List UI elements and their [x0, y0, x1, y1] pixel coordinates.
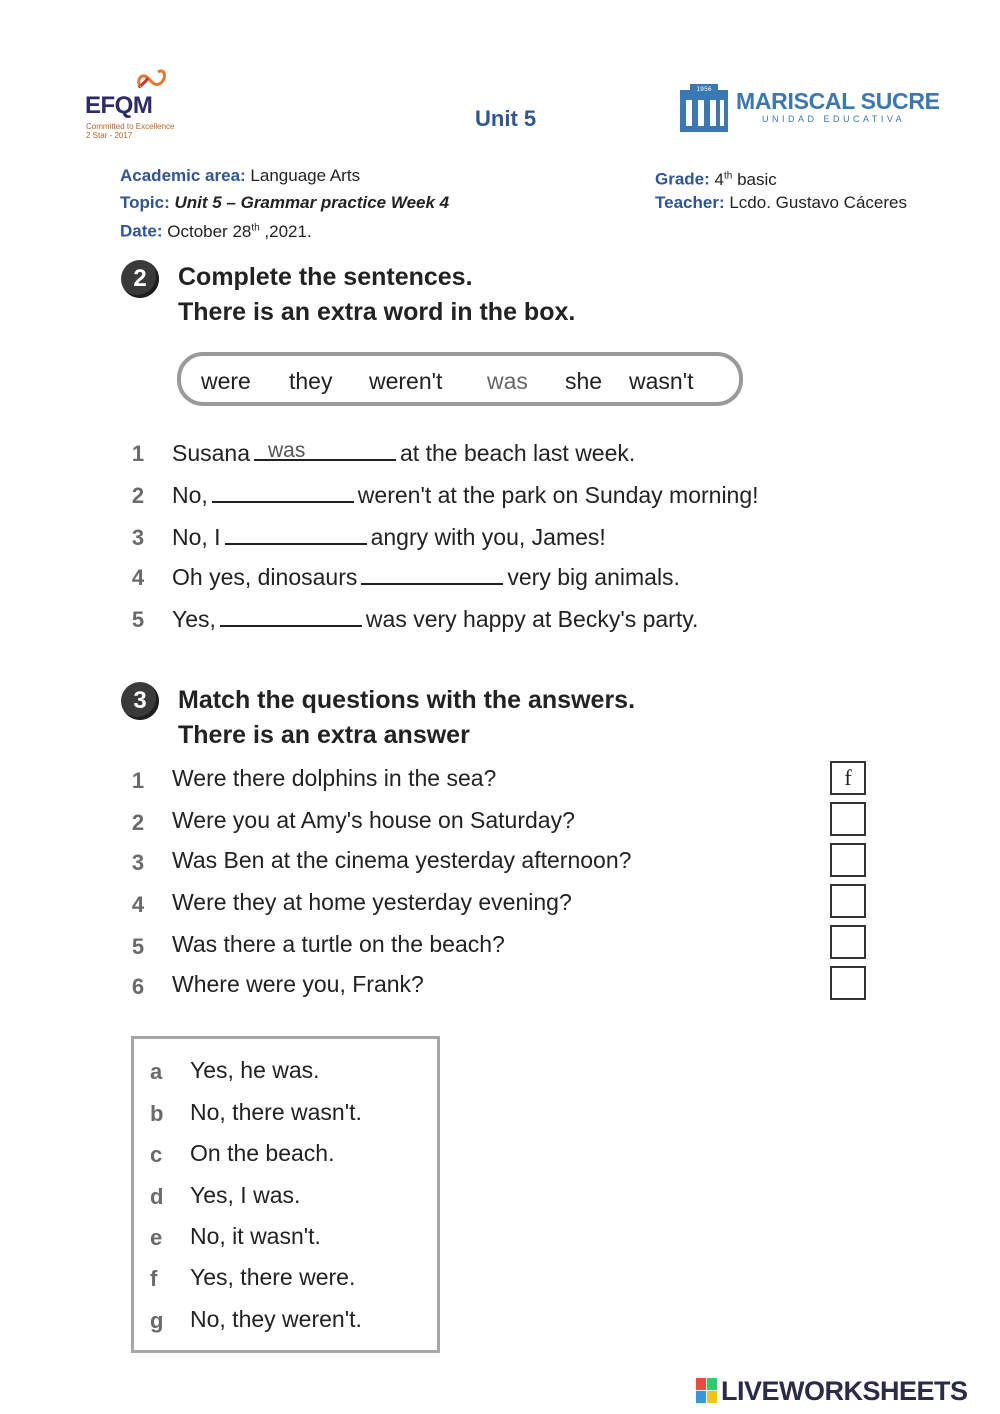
word-option: was	[487, 368, 528, 394]
topic-row	[120, 193, 449, 213]
sentence-text-before: Oh yes, dinosaurs	[172, 564, 358, 590]
question-number: 6	[131, 974, 145, 999]
sentence-1	[172, 437, 635, 467]
page-title: Unit 5	[475, 106, 537, 131]
blank-input[interactable]	[212, 479, 354, 503]
grade-row	[655, 166, 777, 190]
efqm-logo	[82, 66, 192, 146]
option-letter: b	[150, 1101, 164, 1126]
efqm-tagline-1: Committed to Excellence	[86, 122, 175, 131]
word-option: they	[289, 368, 333, 394]
question-number: 5	[131, 934, 145, 959]
grade-number: 4	[714, 169, 724, 189]
liveworksheets-badge-icon	[696, 1378, 718, 1404]
efqm-tagline-2: 2 Star - 2017	[86, 131, 133, 140]
school-building-icon	[676, 80, 732, 134]
exercise-2-number: 2	[121, 260, 159, 298]
date-label: Date:	[120, 221, 163, 241]
option-text: Yes, he was.	[190, 1057, 320, 1083]
efqm-name: EFQM	[85, 92, 153, 119]
blank-answer: was	[268, 439, 306, 462]
question-number: 4	[131, 892, 145, 917]
sentence-text-before: Yes,	[172, 606, 216, 632]
answers-box	[131, 1036, 440, 1353]
blank-input[interactable]	[361, 561, 503, 585]
school-name: MARISCAL SUCRE	[736, 88, 940, 114]
liveworksheets-text: LIVEWORKSHEETS	[721, 1376, 968, 1406]
teacher-row	[655, 193, 907, 213]
date-value	[167, 222, 311, 241]
sentence-text-after: angry with you, James!	[370, 524, 606, 550]
answer-box[interactable]	[830, 966, 866, 1000]
date-year: ,2021.	[259, 221, 312, 241]
question-text: Were they at home yesterday evening?	[172, 889, 572, 915]
sentence-text-after: weren't at the park on Sunday morning!	[357, 482, 759, 508]
date-suffix-sup: th	[251, 222, 260, 233]
option-letter: a	[150, 1059, 163, 1084]
option-text: No, there wasn't.	[190, 1099, 362, 1125]
word-option: weren't	[369, 368, 443, 394]
question-number: 2	[131, 810, 145, 835]
sentence-number: 2	[131, 483, 145, 508]
school-year: 1956	[696, 86, 712, 93]
school-logo	[676, 80, 946, 140]
sentence-text-before: No, I	[172, 524, 221, 550]
option-letter: g	[150, 1308, 164, 1333]
sentence-number: 1	[131, 441, 145, 466]
answer-box[interactable]	[830, 802, 866, 836]
date-day: October 28	[167, 221, 252, 241]
academic-area-value: Language Arts	[250, 166, 361, 185]
sentence-5	[172, 603, 698, 633]
word-option: wasn't	[629, 368, 694, 394]
question-number: 1	[131, 768, 145, 793]
question-text: Was Ben at the cinema yesterday afternoon?	[172, 847, 632, 873]
grade-sup: th	[724, 170, 733, 181]
question-text: Where were you, Frank?	[172, 971, 424, 997]
sentence-4	[172, 561, 680, 591]
liveworksheets-brand	[696, 1376, 968, 1407]
option-letter: e	[150, 1225, 163, 1250]
option-letter: c	[150, 1142, 163, 1167]
sentence-text-after: very big animals.	[507, 564, 680, 590]
sentence-2	[172, 479, 759, 509]
exercise-2-title: Complete the sentences.	[178, 263, 473, 291]
exercise-2-subtitle: There is an extra word in the box.	[178, 298, 576, 326]
option-text: Yes, I was.	[190, 1182, 301, 1208]
answer-box[interactable]	[830, 843, 866, 877]
sentence-number: 3	[131, 525, 145, 550]
sentence-number: 4	[131, 565, 145, 590]
teacher-value: Lcdo. Gustavo Cáceres	[729, 193, 907, 212]
blank-input[interactable]	[220, 603, 362, 627]
option-text: Yes, there were.	[190, 1264, 356, 1290]
sentence-3	[172, 521, 606, 551]
word-option: were	[201, 368, 251, 394]
question-number: 3	[131, 850, 145, 875]
grade-value	[715, 170, 777, 189]
sentence-text-after: at the beach last week.	[400, 440, 636, 466]
date-row	[120, 218, 312, 242]
blank-input[interactable]	[254, 437, 396, 461]
sentence-text-before: No,	[172, 482, 208, 508]
sentence-text-after: was very happy at Becky's party.	[365, 606, 699, 632]
blank-input[interactable]	[225, 521, 367, 545]
question-text: Were you at Amy's house on Saturday?	[172, 807, 575, 833]
option-text: No, it wasn't.	[190, 1223, 321, 1249]
question-text: Was there a turtle on the beach?	[172, 931, 505, 957]
academic-area-row	[120, 166, 360, 186]
grade-level: basic	[732, 169, 777, 189]
option-text: On the beach.	[190, 1140, 335, 1166]
word-box	[177, 352, 743, 406]
answer-box[interactable]: f	[830, 761, 866, 795]
word-option: she	[565, 368, 603, 394]
sentence-text-before: Susana	[172, 440, 251, 466]
option-letter: d	[150, 1184, 164, 1209]
teacher-label: Teacher:	[655, 193, 725, 212]
topic-label: Topic:	[120, 193, 170, 212]
grade-label: Grade:	[655, 169, 710, 189]
efqm-tagline	[86, 122, 174, 140]
sentence-number: 5	[131, 607, 145, 632]
exercise-3-subtitle: There is an extra answer	[178, 721, 470, 749]
answer-box[interactable]	[830, 925, 866, 959]
exercise-3-number: 3	[121, 682, 159, 720]
school-subtitle: UNIDAD EDUCATIVA	[762, 114, 906, 124]
topic-value: Unit 5 – Grammar practice Week 4	[174, 193, 450, 212]
question-text: Were there dolphins in the sea?	[172, 765, 497, 791]
option-text: No, they weren't.	[190, 1306, 362, 1332]
option-letter: f	[150, 1266, 158, 1291]
academic-area-label: Academic area:	[120, 166, 246, 185]
answer-box[interactable]	[830, 884, 866, 918]
exercise-3-title: Match the questions with the answers.	[178, 686, 636, 714]
